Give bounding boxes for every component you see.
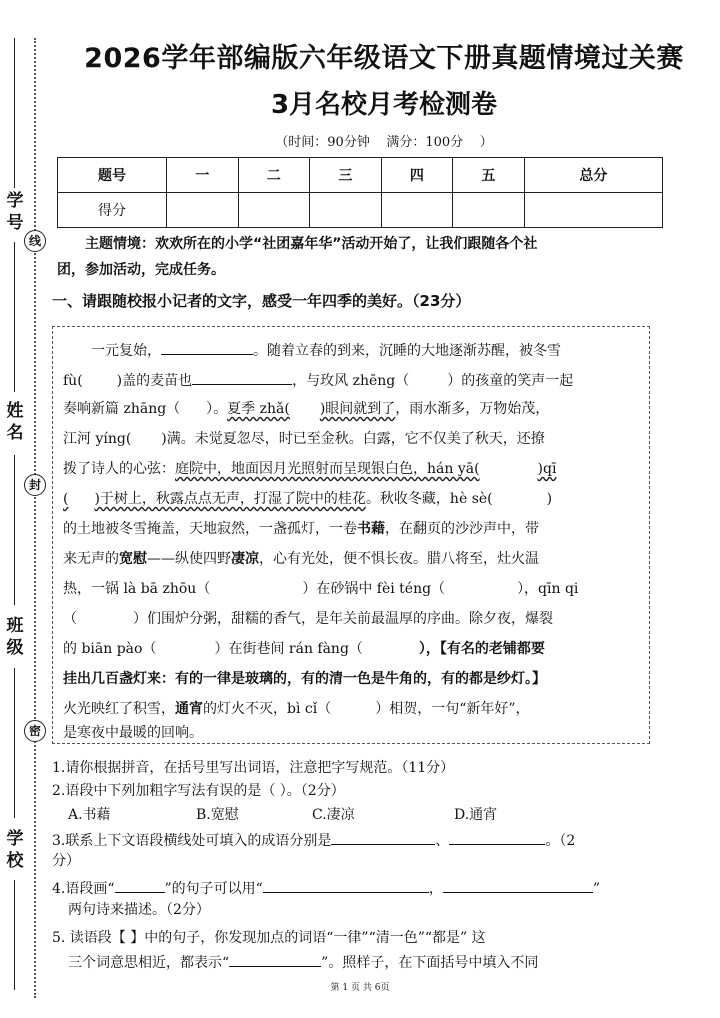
section-title: 一、请跟随校报小记者的文字，感受一年四季的美好。（23分） — [52, 292, 471, 310]
question-3-cont: 分） — [52, 853, 80, 869]
intro-line: 主题情境：欢欢所在的小学“社团嘉年华”活动开始了，让我们跟随各个社 — [85, 236, 538, 252]
score-cell[interactable] — [453, 193, 525, 228]
page-title: 2026学年部编版六年级语文下册真题情境过关赛 — [84, 43, 684, 74]
option-a[interactable]: A.书藉 — [68, 807, 111, 823]
label-student-number: 学号 — [6, 191, 24, 233]
answer-blank[interactable] — [161, 339, 253, 355]
score-cell[interactable] — [310, 193, 382, 228]
cut-line — [34, 38, 36, 998]
seal-circle-line: 线 — [24, 230, 46, 252]
reading-passage — [52, 326, 650, 744]
bold-word: 书藉 — [357, 521, 385, 537]
question-1: 1.请你根据拼音，在括号里写出词语，注意把字写规范。（11分） — [52, 760, 455, 776]
answer-blank[interactable] — [115, 877, 165, 893]
table-cell: 题号 — [58, 158, 167, 193]
question-2-options — [68, 805, 628, 825]
answer-blank[interactable] — [443, 877, 593, 893]
question-4: 4.语段画“ ”的句子可以用“ ， ” — [52, 877, 600, 899]
question-2: 2.语段中下列加粗字写法有误的是（ ）。（2分） — [52, 783, 345, 799]
passage-line: 一元复始， 。随着立春的到来，沉睡的大地逐渐苏醒，被冬雪 — [63, 339, 641, 361]
margin-rule — [14, 668, 15, 818]
score-cell[interactable] — [238, 193, 310, 228]
bold-word: 宽慰 — [119, 551, 147, 567]
answer-blank[interactable] — [263, 877, 429, 893]
passage-line: 挂出几百盏灯来：有的一律是玻璃的，有的清一色是牛角的，有的都是纱灯。】 — [63, 671, 546, 687]
margin-rule — [14, 38, 15, 188]
option-b[interactable]: B.宽慰 — [196, 807, 239, 823]
theme-intro — [57, 231, 657, 283]
table-cell: 五 — [453, 158, 525, 193]
page-subtitle: 3月名校月考检测卷 — [270, 90, 498, 120]
passage-line: 奏响新篇 zhāng（ ）。夏季 zhǎ( )眼间就到了，雨水渐多，万物始茂， — [63, 401, 550, 417]
score-table-score-row — [58, 193, 663, 228]
page-number: 第 1 页 共 6页 — [330, 983, 390, 993]
score-cell[interactable] — [167, 193, 239, 228]
table-cell: 得分 — [58, 193, 167, 228]
table-cell: 三 — [310, 158, 382, 193]
seal-circle-secret: 密 — [24, 720, 46, 742]
score-cell[interactable] — [524, 193, 662, 228]
margin-rule — [14, 242, 15, 392]
label-school: 学校 — [6, 829, 24, 871]
question-5: 5. 读语段【 】中的句子，你发现加点的词语“一律”“清一色”“都是” 这 — [52, 930, 486, 946]
passage-line: fù( )盖的麦苗也 ，与玫风 zhēng（ ）的孩童的笑声一起 — [63, 369, 641, 391]
passage-line: 的土地被冬雪掩盖，天地寂然，一盏孤灯，一卷书藉，在翻页的沙沙声中，带 — [63, 521, 539, 537]
answer-blank[interactable] — [192, 369, 292, 385]
seal-circle-seal: 封 — [24, 474, 46, 496]
answer-blank[interactable] — [449, 829, 545, 845]
option-d[interactable]: D.通宵 — [454, 807, 498, 823]
label-class: 班级 — [6, 616, 24, 658]
passage-line: 热，一锅 là bā zhōu（ ）在砂锅中 fèi téng（ ），qīn qi — [63, 581, 579, 597]
margin-rule — [14, 880, 15, 990]
passage-line: 拨了诗人的心弦：庭院中，地面因月光照射而呈现银白色，hán yā( )qī — [63, 461, 557, 477]
table-cell: 一 — [167, 158, 239, 193]
answer-blank[interactable] — [331, 829, 435, 845]
bold-word: 凄凉 — [231, 551, 259, 567]
question-4-cont: 两句诗来描述。（2分） — [68, 902, 210, 918]
passage-line: 来无声的宽慰——纵使四野凄凉，心有光处，便不惧长夜。腊八将至，灶火温 — [63, 551, 539, 567]
intro-line: 团，参加活动，完成任务。 — [57, 262, 225, 278]
margin-rule — [14, 455, 15, 605]
label-name: 姓名 — [6, 401, 24, 443]
binding-margin — [0, 0, 48, 1018]
table-cell: 二 — [238, 158, 310, 193]
bold-word: 通宵 — [175, 701, 203, 717]
answer-blank[interactable] — [229, 951, 321, 967]
passage-line: （ ）们围炉分粥，甜糯的香气，是年关前最温厚的序曲。除夕夜，爆裂 — [63, 611, 553, 627]
score-cell[interactable] — [381, 193, 453, 228]
option-c[interactable]: C.凄凉 — [312, 807, 355, 823]
table-cell: 总分 — [524, 158, 662, 193]
passage-line: 江河 yíng( )满。未觉夏忽尽，时已至金秋。白露，它不仅美了秋天，还撩 — [63, 431, 545, 447]
passage-line: 是寒夜中最暖的回响。 — [63, 725, 203, 741]
exam-time-info: （时间：90分钟 满分：100分 ） — [275, 135, 493, 150]
passage-line: ( )于树上，秋露点点无声，打湿了院中的桂花。秋收冬藏，hè sè( ) — [63, 491, 553, 507]
question-5-cont: 三个词意思相近，都表示“ ”。照样子，在下面括号中填入不同 — [68, 951, 538, 973]
question-3: 3.联系上下文语段横线处可填入的成语分别是 、 。（2 — [52, 829, 575, 851]
table-cell: 四 — [381, 158, 453, 193]
score-table-header-row — [58, 158, 663, 193]
score-table — [57, 157, 663, 228]
passage-line: 火光映红了积雪，通宵的灯火不灭，bì cǐ（ ）相贺，一句“新年好”， — [63, 701, 530, 717]
passage-line: 的 biān pào（ ）在街巷间 rán fàng（ ），【有名的老铺都要 — [63, 641, 545, 657]
